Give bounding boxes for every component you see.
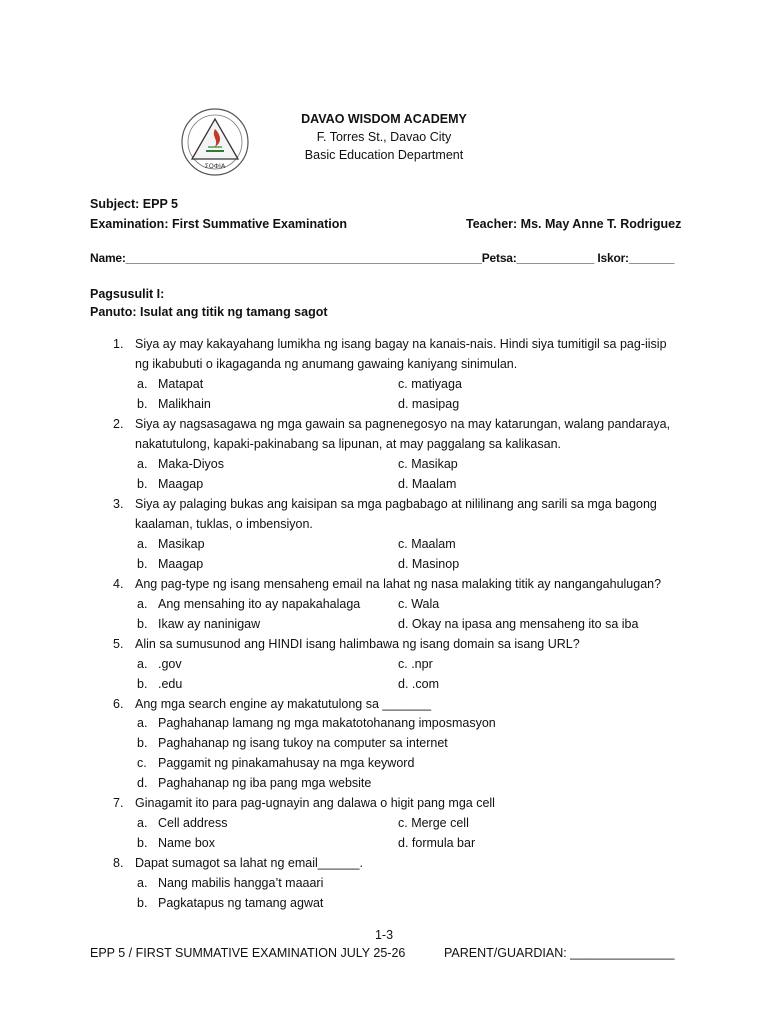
school-seal-logo xyxy=(178,107,252,177)
question-2-option-d: d. Maalam xyxy=(398,477,457,491)
directions: Panuto: Isulat ang titik ng tamang sagot xyxy=(90,305,328,319)
question-1-text-line2: ng ikabubuti o ikagaganda ng anumang gawaing kaniyang sinimulan. xyxy=(135,357,518,371)
question-1-option-a: Matapat xyxy=(158,377,204,391)
question-4-letter-b: b. xyxy=(137,617,148,631)
question-4-number: 4. xyxy=(113,577,124,591)
question-3-option-b: Maagap xyxy=(158,557,204,571)
question-1-option-d: d. masipag xyxy=(398,397,460,411)
question-2-letter-a: a. xyxy=(137,457,148,471)
question-2-number: 2. xyxy=(113,417,124,431)
question-7-text-line1: Ginagamit ito para pag-ugnayin ang dalawa o higit pang mga cell xyxy=(135,796,495,810)
question-1-letter-b: b. xyxy=(137,397,148,411)
question-3-text-line2: kaalaman, tuklas, o imbensiyon. xyxy=(135,517,313,531)
question-8-letter-a: a. xyxy=(137,876,148,890)
question-4-letter-a: a. xyxy=(137,597,148,611)
question-8-letter-b: b. xyxy=(137,896,148,910)
part-heading: Pagsusulit I: xyxy=(90,287,165,301)
question-5-letter-a: a. xyxy=(137,657,148,671)
examination-label: Examination: First Summative Examination xyxy=(90,217,348,231)
question-2-option-a: Maka-Diyos xyxy=(158,457,224,471)
department-name: Basic Education Department xyxy=(304,148,464,162)
footer-parent-signature: PARENT/GUARDIAN: _______________ xyxy=(444,946,675,960)
question-7-option-c: c. Merge cell xyxy=(398,816,469,830)
subject-label: Subject: EPP 5 xyxy=(90,197,178,211)
question-6-option-b: Paghahanap ng isang tukoy na computer sa internet xyxy=(158,736,448,750)
question-7-number: 7. xyxy=(113,796,124,810)
question-4-option-b: Ikaw ay naninigaw xyxy=(158,617,261,631)
question-7-option-d: d. formula bar xyxy=(398,836,476,850)
teacher-label: Teacher: Ms. May Anne T. Rodriguez xyxy=(466,217,682,231)
question-6-option-a: Paghahanap lamang ng mga makatotohanang imposmasyon xyxy=(158,716,496,730)
question-4-option-d: d. Okay na ipasa ang mensaheng ito sa iba xyxy=(398,617,639,631)
question-3-option-a: Masikap xyxy=(158,537,205,551)
question-5-option-a: .gov xyxy=(158,657,182,671)
question-6-option-c: Paggamit ng pinakamahusay na mga keyword xyxy=(158,756,415,770)
page-number: 1-3 xyxy=(374,928,394,942)
question-8-option-a: Nang mabilis hangga’t maaari xyxy=(158,876,324,890)
question-8-number: 8. xyxy=(113,856,124,870)
question-6-letter-b: b. xyxy=(137,736,148,750)
question-5-number: 5. xyxy=(113,637,124,651)
question-5-option-b: .edu xyxy=(158,677,183,691)
question-6-option-d: Paghahanap ng iba pang mga website xyxy=(158,776,372,790)
question-2-text-line2: nakatutulong, kapaki-pakinabang sa lipunan, at may paggalang sa kalikasan. xyxy=(135,437,561,451)
question-6-letter-c: c. xyxy=(137,756,147,770)
school-name: DAVAO WISDOM ACADEMY xyxy=(301,112,467,126)
question-6-letter-d: d. xyxy=(137,776,148,790)
question-3-letter-b: b. xyxy=(137,557,148,571)
question-6-number: 6. xyxy=(113,697,124,711)
question-3-number: 3. xyxy=(113,497,124,511)
question-7-option-a: Cell address xyxy=(158,816,228,830)
question-5-option-d: d. .com xyxy=(398,677,439,691)
question-1-option-b: Malikhain xyxy=(158,397,211,411)
question-1-text-line1: Siya ay may kakayahang lumikha ng isang bagay na kanais-nais. Hindi siya tumitigil sa pag-iisip xyxy=(135,337,667,351)
question-4-option-a: Ang mensahing ito ay napakahalaga xyxy=(158,597,361,611)
question-3-letter-a: a. xyxy=(137,537,148,551)
question-5-text-line1: Alin sa sumusunod ang HINDI isang halimbawa ng isang domain sa isang URL? xyxy=(135,637,580,651)
footer-exam-label: EPP 5 / FIRST SUMMATIVE EXAMINATION JULY 25-26 xyxy=(90,946,406,960)
question-1-number: 1. xyxy=(113,337,124,351)
question-7-option-b: Name box xyxy=(158,836,215,850)
name-line: Name:_______________________________________________________Petsa:____________ Iskor:_______ xyxy=(90,251,675,265)
question-2-text-line1: Siya ay nagsasagawa ng mga gawain sa pagnenegosyo na may katarungan, walang pandaraya, xyxy=(135,417,671,431)
question-8-text-line1: Dapat sumagot sa lahat ng email______. xyxy=(135,856,363,870)
question-1-option-c: c. matiyaga xyxy=(398,377,462,391)
question-6-letter-a: a. xyxy=(137,716,148,730)
question-8-option-b: Pagkatapus ng tamang agwat xyxy=(158,896,324,910)
question-4-option-c: c. Wala xyxy=(398,597,440,611)
question-7-letter-a: a. xyxy=(137,816,148,830)
question-4-text-line1: Ang pag-type ng isang mensaheng email na lahat ng nasa malaking titik ay nangangahulugan? xyxy=(135,577,662,591)
question-2-letter-b: b. xyxy=(137,477,148,491)
school-address: F. Torres St., Davao City xyxy=(316,130,452,144)
question-5-option-c: c. .npr xyxy=(398,657,433,671)
question-6-text-line1: Ang mga search engine ay makatutulong sa _______ xyxy=(135,697,432,711)
question-3-option-c: c. Maalam xyxy=(398,537,456,551)
question-1-letter-a: a. xyxy=(137,377,148,391)
question-3-option-d: d. Masinop xyxy=(398,557,460,571)
question-7-letter-b: b. xyxy=(137,836,148,850)
question-3-text-line1: Siya ay palaging bukas ang kaisipan sa mga pagbabago at nililinang ang sarili sa mga bagong xyxy=(135,497,657,511)
svg-text:ΣΟΦΙΑ: ΣΟΦΙΑ xyxy=(204,162,226,170)
question-2-option-b: Maagap xyxy=(158,477,204,491)
question-5-letter-b: b. xyxy=(137,677,148,691)
question-2-option-c: c. Masikap xyxy=(398,457,458,471)
